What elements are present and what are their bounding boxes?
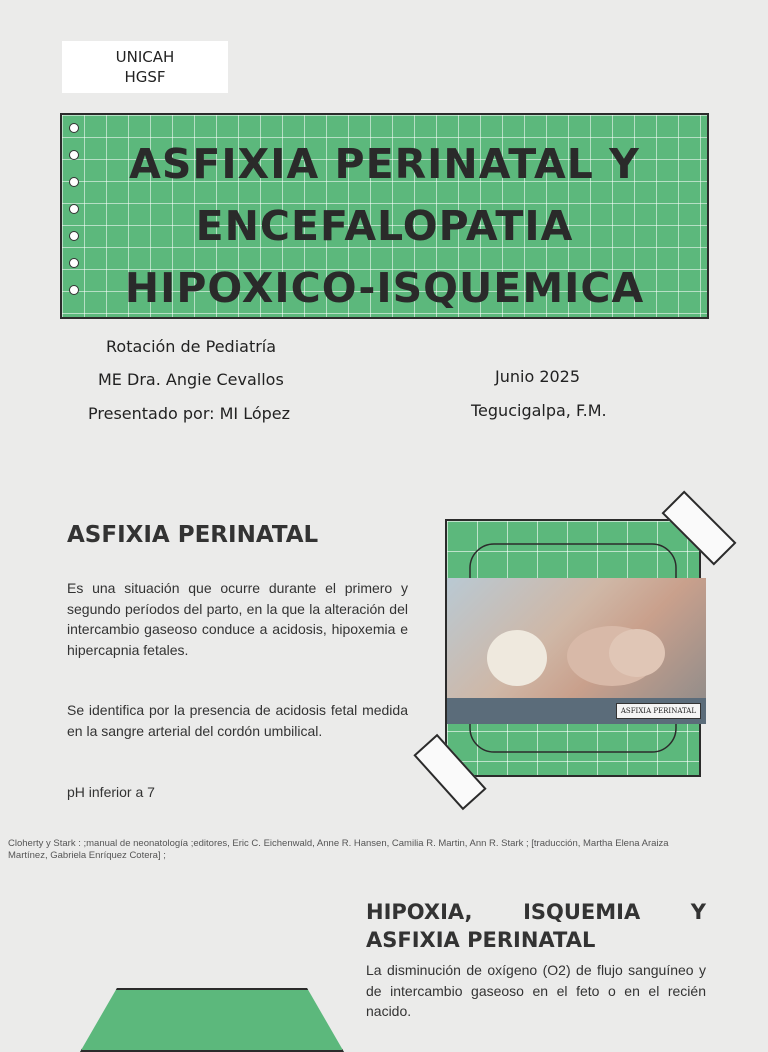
section1-paragraph-2: Se identifica por la presencia de acidosis fetal medida en la sangre arterial del cordón umbilical. xyxy=(67,702,408,739)
presenter-label: Presentado por: MI López xyxy=(88,404,291,423)
section-heading-asfixia: ASFIXIA PERINATAL xyxy=(67,522,319,548)
institution-name: UNICAH xyxy=(115,48,175,66)
photo-caption: ASFIXIA PERINATAL xyxy=(616,703,701,719)
title-banner xyxy=(60,113,709,319)
section2-paragraph-1: La disminución de oxígeno (O2) de flujo sanguíneo y de intercambio gaseoso en el feto o en el recién nacido. xyxy=(366,962,706,1019)
section-heading-hipoxia: HIPOXIA, ISQUEMIA Y ASFIXIA PERINATAL xyxy=(366,900,706,952)
section1-paragraph-1: Es una situación que ocurre durante el primero y segundo períodos del parto, en la que la alteración del intercambio gaseoso conduce a acidosis, hipoxemia e hipercapnia fetales. xyxy=(67,580,408,658)
date-label: Junio 2025 xyxy=(495,367,581,386)
title-line-3: HIPOXICO-ISQUEMICA xyxy=(124,264,645,312)
citation-text: Cloherty y Stark : ;manual de neonatología ;editores, Eric C. Eichenwald, Anne R. Hansen, Camilia R. Martin, Ann R. Stark ; [traducción, Martha Elena Araiza Martínez, Gabriela Enríquez Cotera] ; xyxy=(8,838,669,861)
section1-paragraph-3: pH inferior a 7 xyxy=(67,784,155,800)
binder-ring-icon xyxy=(69,123,79,133)
page-title xyxy=(62,133,707,319)
newborn-photo xyxy=(447,578,706,724)
title-line-2: ENCEFALOPATIA xyxy=(195,202,574,250)
decorative-green-shape xyxy=(80,988,344,1052)
rotation-label: Rotación de Pediatría xyxy=(106,337,277,356)
hospital-name: HGSF xyxy=(124,68,166,86)
place-label: Tegucigalpa, F.M. xyxy=(471,401,607,420)
title-line-1: ASFIXIA PERINATAL Y xyxy=(129,140,640,188)
institution-box xyxy=(62,41,228,93)
doctor-label: ME Dra. Angie Cevallos xyxy=(98,370,284,389)
